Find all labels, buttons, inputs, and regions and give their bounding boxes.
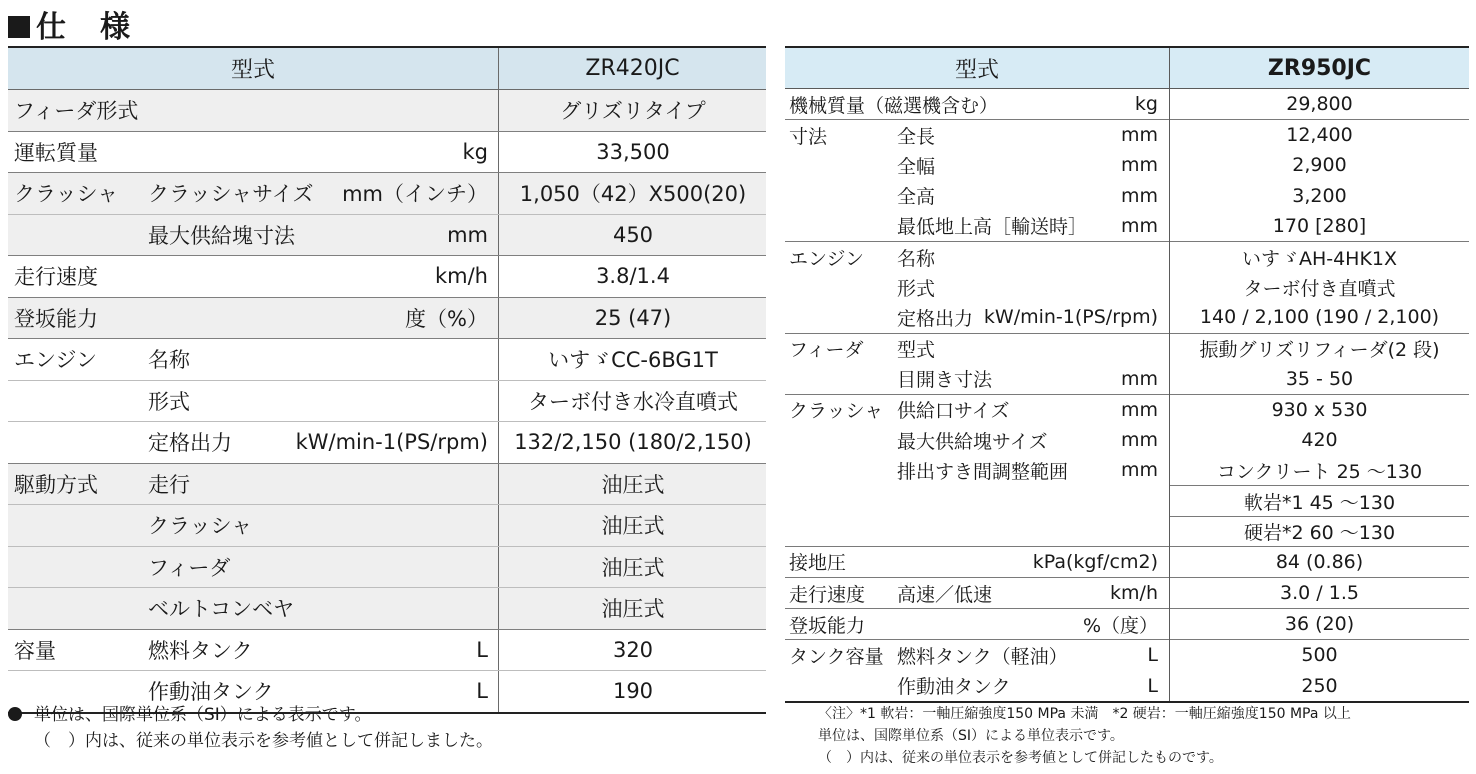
spec-table-zr420jc: [8, 46, 766, 714]
note-line: 〈注〉*1 軟岩：一軸圧縮強度150 MPa 未満 *2 硬岩：一軸圧縮強度150 MPa 以上: [818, 706, 1351, 722]
table-row: [8, 547, 766, 589]
row-sublabel: 作動油タンク: [897, 676, 1011, 699]
table-row: [785, 639, 1469, 670]
note-line: （ ）内は、従来の単位表示を参考値として併記しました。: [34, 731, 493, 751]
note-line: 単位は、国際単位系（SI）による単位表示です。: [818, 728, 1124, 744]
table-row: [785, 546, 1469, 577]
table-row: [8, 90, 766, 132]
table-row: [8, 422, 766, 464]
notes-right: [818, 703, 1351, 769]
row-value: 450: [612, 222, 654, 247]
table-row: [785, 364, 1469, 394]
row-sublabel: 定格出力: [897, 307, 974, 330]
row-value: 33,500: [596, 139, 670, 164]
row-unit: mm: [1120, 154, 1158, 177]
row-sublabel: 全幅: [897, 155, 936, 178]
table-row: [785, 577, 1469, 608]
row-unit: kPa(kgf/cm2): [1032, 550, 1158, 573]
row-value: いすゞCC-6BG1T: [548, 348, 718, 373]
table-row: [8, 339, 766, 381]
row-unit: [296, 422, 488, 463]
row-sublabel: 形式: [148, 389, 190, 414]
row-unit: L: [1147, 644, 1158, 667]
table-row: [785, 150, 1469, 180]
row-value: 硬岩*2 60 ～130: [1170, 516, 1469, 546]
header-label: 型式: [230, 58, 275, 83]
row-value: 930 x 530: [1271, 398, 1368, 421]
table-header: [8, 46, 766, 90]
table-row: [785, 516, 1469, 546]
row-value: 3.8/1.4: [596, 264, 670, 289]
row-unit: mm: [1120, 398, 1158, 421]
row-value: 油圧式: [601, 597, 665, 622]
row-unit: %（度）: [1082, 614, 1158, 637]
row-value: 3.0 / 1.5: [1280, 582, 1359, 605]
row-label: 登坂能力: [789, 614, 866, 637]
table-row: [8, 215, 766, 257]
row-value: コンクリート 25 ～130: [1216, 460, 1423, 483]
row-label: エンジン: [789, 247, 865, 270]
row-unit: L: [476, 637, 488, 662]
row-label: 駆動方式: [14, 472, 98, 497]
row-unit: km/h: [1110, 582, 1158, 605]
row-unit: mm: [1120, 184, 1158, 207]
row-value: 420: [1301, 429, 1338, 452]
row-value: 35 - 50: [1285, 367, 1354, 390]
row-value: いすゞAH-4HK1X: [1241, 247, 1398, 270]
row-unit: mm（インチ）: [342, 182, 488, 207]
row-sublabel: 高速／低速: [897, 583, 993, 606]
row-value: 25 (47): [594, 305, 672, 330]
row-value: 振動グリズリフィーダ(2 段): [1199, 339, 1440, 362]
row-unit: mm: [1120, 459, 1158, 482]
row-value: 29,800: [1286, 93, 1353, 116]
table-row: [8, 588, 766, 630]
row-unit: 度（%）: [405, 306, 488, 331]
table-row: [785, 89, 1469, 119]
row-value: 36 (20): [1284, 613, 1355, 636]
row-value: 500: [1301, 644, 1338, 667]
table-row: [8, 298, 766, 340]
table-row: [785, 485, 1469, 515]
table-row: [785, 671, 1469, 701]
row-value: 250: [1301, 674, 1338, 697]
table-row: [785, 241, 1469, 272]
header-model: ZR950JC: [1267, 55, 1372, 81]
table-row: [785, 394, 1469, 425]
row-value: 油圧式: [601, 472, 665, 497]
row-sublabel: 全高: [897, 186, 936, 209]
engine-output-unit: kW/min-1(PS/rpm): [295, 430, 488, 455]
row-label: 運転質量: [14, 140, 98, 165]
row-value: 190: [612, 679, 654, 704]
table-row: [8, 381, 766, 423]
row-unit: L: [476, 679, 488, 704]
row-sublabel: 作動油タンク: [148, 680, 274, 705]
table-row: [8, 630, 766, 672]
row-sublabel: 最大供給塊寸法: [148, 223, 295, 248]
note-line: （ ）内は、従来の単位表示を参考値として併記したものです。: [818, 750, 1223, 766]
spec-table-zr950jc: [785, 46, 1469, 703]
row-sublabel: ベルトコンベヤ: [148, 597, 295, 622]
row-label: フィーダ形式: [14, 99, 139, 124]
row-unit: L: [1147, 674, 1158, 697]
table-row: [785, 333, 1469, 364]
row-value: 320: [612, 637, 654, 662]
row-value: 84 (0.86): [1275, 550, 1364, 573]
table-row: [785, 302, 1469, 332]
row-value: 2,900: [1292, 154, 1347, 177]
table-row: [785, 608, 1469, 639]
row-label: フィーダ: [789, 339, 864, 362]
row-sublabel: フィーダ: [148, 555, 231, 580]
row-sublabel: 目開き寸法: [897, 369, 993, 392]
row-value: グリズリタイプ: [560, 99, 706, 124]
row-value: 12,400: [1286, 124, 1353, 147]
table-row: [785, 119, 1469, 150]
row-value: ターボ付き水冷直噴式: [528, 389, 738, 414]
table-row: [785, 455, 1469, 485]
row-sublabel: 型式: [897, 339, 936, 362]
table-row: [8, 464, 766, 506]
row-label: クラッシャ: [789, 400, 884, 423]
row-value: 油圧式: [601, 514, 665, 539]
row-unit: kW/min-1(PS/rpm): [983, 306, 1158, 329]
row-sublabel: クラッシャサイズ: [148, 182, 314, 207]
row-label: 寸法: [789, 125, 828, 148]
row-sublabel: 走行: [148, 472, 190, 497]
row-label: 登坂能力: [14, 306, 98, 331]
row-value: ターボ付き直噴式: [1243, 277, 1396, 300]
table-row: [8, 173, 766, 215]
title-text: 仕 様: [36, 10, 132, 45]
row-sublabel: 燃料タンク: [148, 638, 253, 663]
page-title: [8, 2, 132, 46]
row-value: 170 [280]: [1272, 214, 1367, 237]
row-sublabel: 名称: [148, 348, 190, 373]
row-unit: kg: [1134, 93, 1158, 116]
row-sublabel: 形式: [897, 277, 936, 300]
table-row: [785, 181, 1469, 211]
row-label: 走行速度: [14, 265, 98, 290]
row-label: エンジン: [14, 348, 97, 373]
row-sublabel: 燃料タンク（軽油）: [897, 645, 1068, 668]
header-label: 型式: [954, 57, 999, 83]
row-unit: mm: [1120, 214, 1158, 237]
row-sublabel: 最大供給塊サイズ: [897, 430, 1048, 453]
row-unit: km/h: [434, 264, 488, 289]
row-value: 油圧式: [601, 555, 665, 580]
table-row: [8, 256, 766, 298]
table-body: [785, 89, 1469, 703]
table-row: [8, 505, 766, 547]
table-row: [8, 132, 766, 174]
row-label: 容量: [14, 638, 56, 663]
row-sublabel: 名称: [897, 247, 936, 270]
note-line: 単位は、国際単位系（SI）による表示です。: [34, 705, 372, 725]
row-value: 132/2,150 (180/2,150): [514, 430, 752, 455]
row-label: 接地圧: [789, 552, 847, 575]
row-unit: kg: [462, 139, 488, 164]
row-label: 機械質量（磁選機含む）: [789, 94, 999, 117]
header-model: ZR420JC: [585, 56, 680, 81]
row-sublabel: 定格出力: [148, 431, 232, 456]
table-row: [785, 272, 1469, 302]
row-sublabel: 排出すき間調整範囲: [897, 460, 1069, 483]
row-sublabel: 供給口サイズ: [897, 400, 1010, 423]
row-value: 軟岩*1 45 ～130: [1170, 485, 1469, 515]
square-bullet-icon: [8, 16, 30, 38]
row-unit: mm: [447, 222, 488, 247]
row-label: 走行速度: [789, 583, 866, 606]
notes-left: [8, 702, 493, 754]
row-unit: mm: [1120, 124, 1158, 147]
row-sublabel: 最低地上高［輸送時］: [897, 216, 1088, 239]
table-header: [785, 46, 1469, 89]
row-sublabel: クラッシャ: [148, 514, 253, 539]
row-value: 1,050（42）X500(20): [519, 182, 747, 207]
row-label: クラッシャ: [14, 182, 119, 207]
table-row: [785, 211, 1469, 241]
row-value: 140 / 2,100 (190 / 2,100): [1199, 306, 1440, 329]
bullet-icon: [8, 707, 22, 721]
row-label: タンク容量: [789, 645, 884, 668]
row-unit: mm: [1120, 367, 1158, 390]
table-row: [785, 425, 1469, 455]
row-value: 3,200: [1292, 184, 1347, 207]
row-unit: mm: [1120, 429, 1158, 452]
row-sublabel: 全長: [897, 125, 936, 148]
